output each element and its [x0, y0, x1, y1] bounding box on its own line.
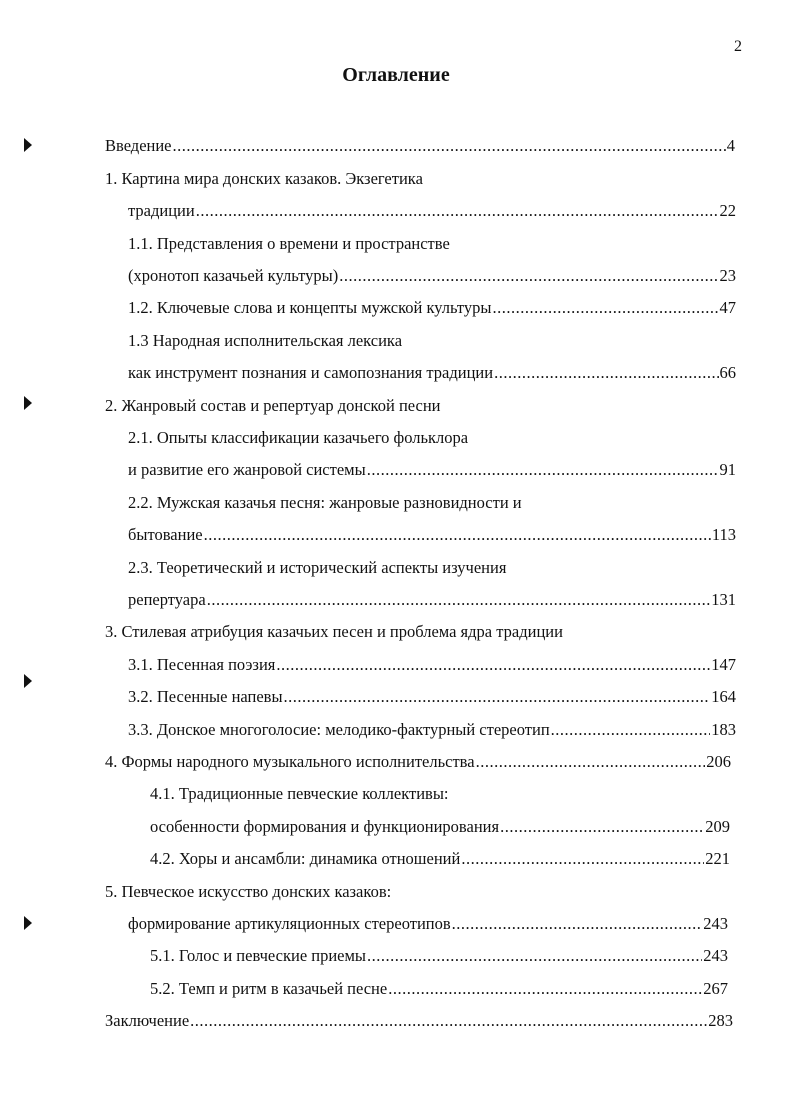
toc-chapter-1: 1. Картина мира донских казаков. Экзегетика	[105, 169, 423, 188]
toc-chapter-2: 2. Жанровый состав и репертуар донской песни	[105, 396, 441, 415]
toc-entry: 3.1. Песенная поэзия ..... 147	[128, 653, 736, 677]
toc-entry-introduction: Введение ..... 4	[105, 134, 735, 158]
page-number: 2	[734, 38, 742, 55]
toc-chapter-5: 5. Певческое искусство донских казаков:	[105, 882, 392, 901]
toc-entry: 4.2. Хоры и ансамбли: динамика отношений ..... 221	[150, 847, 730, 871]
toc-entry-chapter-4: 4. Формы народного музыкального исполнительства ..... 206	[105, 750, 731, 774]
margin-mark-icon	[24, 674, 32, 688]
margin-mark-icon	[24, 916, 32, 930]
toc-section: 4.1. Традиционные певческие коллективы:	[150, 784, 449, 803]
toc-chapter-3: 3. Стилевая атрибуция казачьих песен и проблема ядра традиции	[105, 622, 563, 641]
toc-entry: 5.2. Темп и ритм в казачьей песне ..... 267	[150, 977, 728, 1001]
toc-entry: традиции ..... 22	[128, 199, 736, 223]
toc-entry: как инструмент познания и самопознания традиции ..... 66	[128, 361, 736, 385]
toc-section: 2.3. Теоретический и исторический аспекты изучения	[128, 558, 507, 577]
toc-entry: 5.1. Голос и певческие приемы ..... 243	[150, 944, 728, 968]
toc-entry: 1.2. Ключевые слова и концепты мужской культуры ..... 47	[128, 296, 736, 320]
margin-mark-icon	[24, 138, 32, 152]
toc-entry-conclusion: Заключение ..... 283	[105, 1009, 733, 1033]
margin-mark-icon	[24, 396, 32, 410]
toc-entry: (хронотоп казачьей культуры) ..... 23	[128, 264, 736, 288]
toc-entry: репертуара ..... 131	[128, 588, 736, 612]
toc-entry: формирование артикуляционных стереотипов ..... 243	[128, 912, 728, 936]
toc-entry: особенности формирования и функционирования ..... 209	[150, 815, 730, 839]
toc-section: 2.2. Мужская казачья песня: жанровые разновидности и	[128, 493, 522, 512]
toc-section: 1.3 Народная исполнительская лексика	[128, 331, 403, 350]
page-title: Оглавление	[342, 64, 450, 86]
toc-entry: и развитие его жанровой системы ..... 91	[128, 458, 736, 482]
toc-entry: 3.3. Донское многоголосие: мелодико-фактурный стереотип ..... 183	[128, 718, 736, 742]
toc-entry: 3.2. Песенные напевы ..... 164	[128, 685, 736, 709]
toc-section: 1.1. Представления о времени и пространстве	[128, 234, 450, 253]
toc-entry: бытование ..... 113	[128, 523, 736, 547]
toc-section: 2.1. Опыты классификации казачьего фольклора	[128, 428, 469, 447]
